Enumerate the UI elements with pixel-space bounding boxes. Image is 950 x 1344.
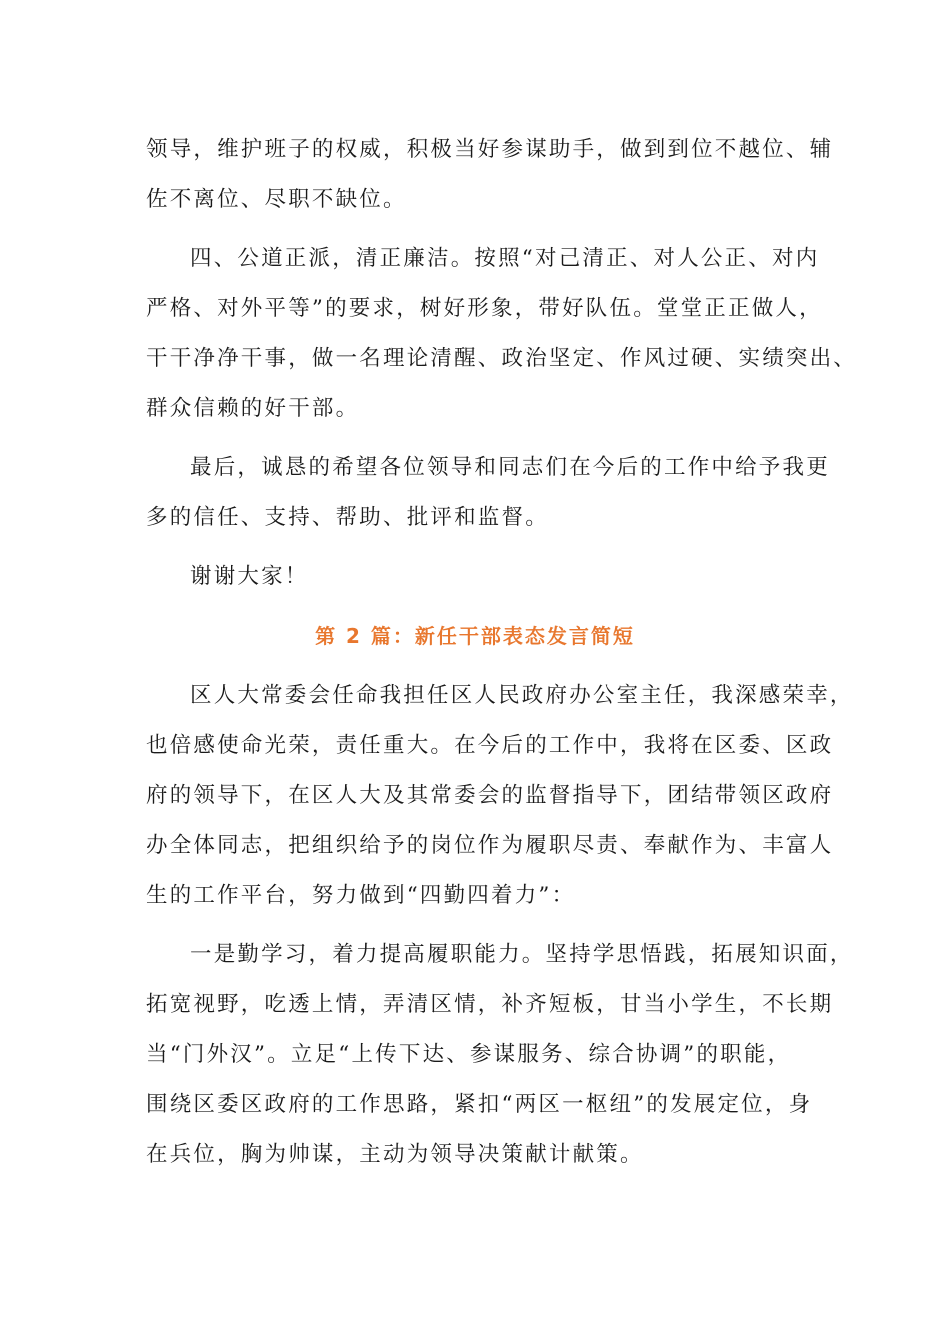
paragraph-5-line-1: 区人大常委会任命我担任区人民政府办公室主任，我深感荣幸，	[190, 683, 854, 708]
paragraph-3-line-2: 多的信任、支持、帮助、批评和监督。	[146, 505, 549, 530]
paragraph-5-line-5: 生的工作平台，努力做到“四勤四着力”：	[146, 883, 576, 908]
paragraph-6-line-4: 围绕区委区政府的工作思路，紧扣“两区一枢纽”的发展定位，身	[146, 1092, 813, 1117]
paragraph-6-line-5: 在兵位，胸为帅谋，主动为领导决策献计献策。	[146, 1142, 644, 1167]
paragraph-3-line-1: 最后，诚恳的希望各位领导和同志们在今后的工作中给予我更	[190, 455, 830, 480]
paragraph-2-line-3: 干干净净干事，做一名理论清醒、政治坚定、作风过硬、实绩突出、	[146, 346, 858, 371]
paragraph-2-line-4: 群众信赖的好干部。	[146, 396, 360, 421]
paragraph-2-line-2: 严格、对外平等”的要求，树好形象，带好队伍。堂堂正正做人，	[146, 296, 823, 321]
section-heading: 第 2 篇：新任干部表态发言简短	[315, 624, 635, 648]
paragraph-6-line-3: 当“门外汉”。立足“上传下达、参谋服务、综合协调”的职能，	[146, 1042, 792, 1067]
paragraph-1-line-1: 领导，维护班子的权威，积极当好参谋助手，做到到位不越位、辅	[146, 137, 834, 162]
paragraph-2-line-1: 四、公道正派，清正廉洁。按照“对己清正、对人公正、对内	[190, 246, 820, 271]
paragraph-5-line-2: 也倍感使命光荣，责任重大。在今后的工作中，我将在区委、区政	[146, 733, 834, 758]
paragraph-6-line-2: 拓宽视野，吃透上情，弄清区情，补齐短板，甘当小学生，不长期	[146, 992, 834, 1017]
paragraph-6-line-1: 一是勤学习，着力提高履职能力。坚持学思悟践，拓展知识面，	[190, 942, 854, 967]
paragraph-4-line-1: 谢谢大家！	[190, 564, 309, 589]
paragraph-5-line-4: 办全体同志，把组织给予的岗位作为履职尽责、奉献作为、丰富人	[146, 833, 834, 858]
paragraph-1-line-2: 佐不离位、尽职不缺位。	[146, 187, 407, 212]
paragraph-5-line-3: 府的领导下，在区人大及其常委会的监督指导下，团结带领区政府	[146, 783, 834, 808]
